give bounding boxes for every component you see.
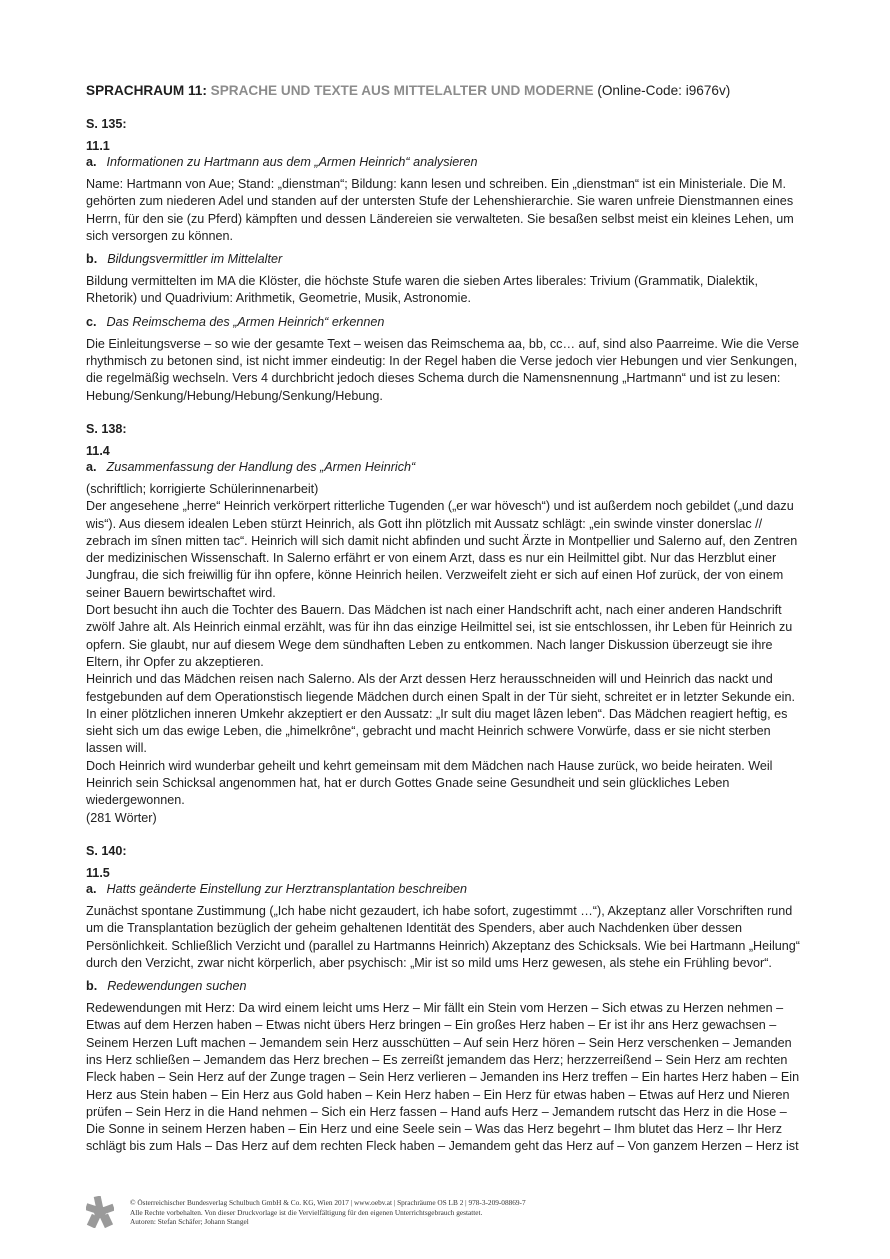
footer-rights: Alle Rechte vorbehalten. Von dieser Druckvorlage ist die Vervielfältigung für den eigenen Unterrichtsgebrauch gestattet. xyxy=(130,1207,483,1217)
title-prefix: SPRACHRAUM 11: xyxy=(86,83,207,98)
publisher-logo-icon xyxy=(86,1196,114,1228)
task-heading xyxy=(86,459,808,475)
paragraph: Bildung vermittelten im MA die Klöster, die höchste Stufe waren die sieben Artes liberales: Trivium (Grammatik, Dialektik, Rhetorik) und Quadrivium: Arithmetik, Geometrie, Musik, Astronomie. xyxy=(86,274,758,306)
task-title: Zusammenfassung der Handlung des „Armen Heinrich“ xyxy=(106,459,416,474)
footer-copyright: © Österreichischer Bundesverlag Schulbuch GmbH & Co. KG, Wien 2017 | www.oebv.at | Sprachräume OS LB 2 | 978-3-209-08869-7 xyxy=(130,1198,526,1207)
task-heading xyxy=(86,314,808,330)
page-reference: S. 138: xyxy=(86,421,127,436)
task-heading xyxy=(86,154,808,170)
task-heading xyxy=(86,978,808,994)
exercise-number: 11.5 xyxy=(86,865,110,880)
paragraph: Name: Hartmann von Aue; Stand: „dienstman“; Bildung: kann lesen und schreiben. Ein „dienstman“ ist ein Ministeriale. Die M. gehörten zum niederen Adel und standen auf der untersten Stufe der Lehenshierarchie. Sie waren unfreie Dienstmannen eines Herrn, für den sie (zu Pferd) kämpften und dessen Ländereien sie verwalteten. Sie besaßen selbst meist ein kleines Lehen, um sich versorgen zu können. xyxy=(86,177,794,243)
title-main: SPRACHE UND TEXTE AUS MITTELALTER UND MODERNE xyxy=(210,83,594,98)
task-title: Hatts geänderte Einstellung zur Herztransplantation beschreiben xyxy=(106,881,468,896)
task-heading xyxy=(86,881,808,897)
document xyxy=(86,82,808,1162)
task-title: Redewendungen suchen xyxy=(107,979,247,994)
task-letter: b. xyxy=(86,979,98,994)
paragraph: (schriftlich; korrigierte Schülerinnenarbeit) Der angesehene „herre“ Heinrich verkörpert ritterliche Tugenden („er war hövesch“) und ist außerdem noch gebildet („und dazu wis“). Aus diesem idealen Leben stürzt Heinrich, als Gott ihn plötzlich mit Aussatz schlägt: „ein swinde vinster donerslac // zebrach im sînen mitten tac“. Heinrich will sich damit nicht abfinden und sucht Ärzte in Montpellier und Salerno auf, den Zentren der medizinischen Wissenschaft. In Salerno erfährt er von einem Arzt, dass es nur ein Heilmittel gibt. Nur das Herzblut einer Jungfrau, die sich freiwillig für ihn opfere, könne Heinrich heilen. Verzweifelt zieht er sich auf einen Hof zurück, der von einem seiner Bauern bewirtschaftet wird. Dort besucht ihn auch die Tochter des Bauern. Das Mädchen ist nach einer Handschrift acht, nach einer anderen Handschrift zwölf Jahre alt. Als Heinrich einmal erzählt, was für ihn das einzige Heilmittel sei, ist sie entschlossen, ihr Leben für Heinrich zu opfern. Sie glaubt, nur auf diesem Wege dem sündhaften Leben zu entkommen. Nach langer Diskussion überzeugt sie ihre Eltern, ihr Opfer zu akzeptieren. Heinrich und das Mädchen reisen nach Salerno. Als der Arzt dessen Herz herausschneiden will und Heinrich das nackt und festgebunden auf dem Operationstisch liegende Mädchen durch einen Spalt in der Tür sieht, schreitet er in letzter Sekunde ein. In einer plötzlichen inneren Umkehr akzeptiert er den Aussatz: „Ir sult diu maget lâzen leben“. Das Mädchen reagiert heftig, es sieht sich um das ewige Leben, die „himelkrône“, gebracht und macht Heinrich schwere Vorwürfe, dass er sie nicht sterben lassen will. Doch Heinrich wird wunderbar geheilt und kehrt gemeinsam mit dem Mädchen nach Hause zurück, wo beide heiraten. Weil Heinrich sein Schicksal angenommen hat, hat er durch Gottes Gnade seine Gesundheit und sein glückliches Leben wiedergewonnen. (281 Wörter) xyxy=(86,481,798,825)
page-title xyxy=(86,82,808,100)
online-code: (Online-Code: i9676v) xyxy=(597,83,731,98)
task-letter: b. xyxy=(86,252,98,267)
page-reference: S. 135: xyxy=(86,117,127,131)
task-letter: a. xyxy=(86,459,97,474)
paragraph: Die Einleitungsverse – so wie der gesamte Text – weisen das Reimschema aa, bb, cc… auf, sind also Paarreime. Wie die Verse rhythmisch zu betonen sind, ist nicht immer eindeutig: In der Regel haben die Verse jedoch vier Hebungen und vier Senkungen, die regelmäßig wechseln. Vers 4 durchbricht jedoch dieses Schema durch die Namensnennung „Hartmann“ und ist zu lesen: Hebung/Senkung/Hebung/Hebung/Senkung/Hebung. xyxy=(86,336,800,403)
task-title: Informationen zu Hartmann aus dem „Armen Heinrich“ analysieren xyxy=(106,155,478,169)
task-title: Bildungsvermittler im Mittelalter xyxy=(107,252,283,267)
task-heading xyxy=(86,251,808,267)
task-letter: a. xyxy=(86,881,97,896)
paragraph: Zunächst spontane Zustimmung („Ich habe nicht gezaudert, ich habe sofort, zugestimmt …“), Akzeptanz aller Vorschriften rund um die Transplantation bezüglich der geheim gehaltenen Identität des Spenders, aber auch Nachdenken über dessen Persönlichkeit. Schließlich Verzicht und (parallel zu Hartmanns Heinrich) Akzeptanz des Schicksals. Wie bei Hartmann „Heilung“ durch den Verzicht, zwar nicht körperlich, aber psychisch: „Mir ist so mild ums Herz gewesen, als stehe ein Frühling bevor“. xyxy=(86,903,800,970)
task-letter: a. xyxy=(86,155,97,169)
page-reference: S. 140: xyxy=(86,843,127,858)
exercise-number: 11.4 xyxy=(86,443,110,458)
footer-text xyxy=(130,1198,526,1227)
footer-authors: Autoren: Stefan Schäfer; Johann Stangel xyxy=(130,1217,249,1227)
paragraph: Redewendungen mit Herz: Da wird einem leicht ums Herz – Mir fällt ein Stein vom Herzen – Sich etwas zu Herzen nehmen – Etwas auf dem Herzen haben – Etwas nicht übers Herz bringen – Ein großes Herz haben – Er ist ihr ans Herz gewachsen – Seinem Herzen Luft machen – Jemandem sein Herz ausschütten – Auf sein Herz hören – Sein Herz verschenken – Jemanden ins Herz schließen – Jemandem das Herz brechen – Es zerreißt jemandem das Herz; herzzerreißend – Sein Herz am rechten Fleck haben – Sein Herz auf der Zunge tragen – Sein Herz verlieren – Jemanden ins Herz treffen – Ein hartes Herz haben – Ein Herz aus Stein haben – Ein Herz aus Gold haben – Kein Herz haben – Ein Herz für etwas haben – Etwas auf Herz und Nieren prüfen – Sein Herz in die Hand nehmen – Sich ein Herz fassen – Hand aufs Herz – Jemandem rutscht das Herz in die Hose – Die Sonne in seinem Herzen haben – Ein Herz und eine Seele sein – Was das Herz begehrt – Ihm blutet das Herz – Ihr Herz schlägt bis zum Hals – Das Herz auf dem rechten Fleck haben – Jemandem geht das Herz auf – Von ganzem Herzen – Herz ist xyxy=(86,1001,800,1154)
exercise-number: 11.1 xyxy=(86,139,110,153)
task-title: Das Reimschema des „Armen Heinrich“ erkennen xyxy=(106,314,385,329)
task-letter: c. xyxy=(86,314,97,329)
